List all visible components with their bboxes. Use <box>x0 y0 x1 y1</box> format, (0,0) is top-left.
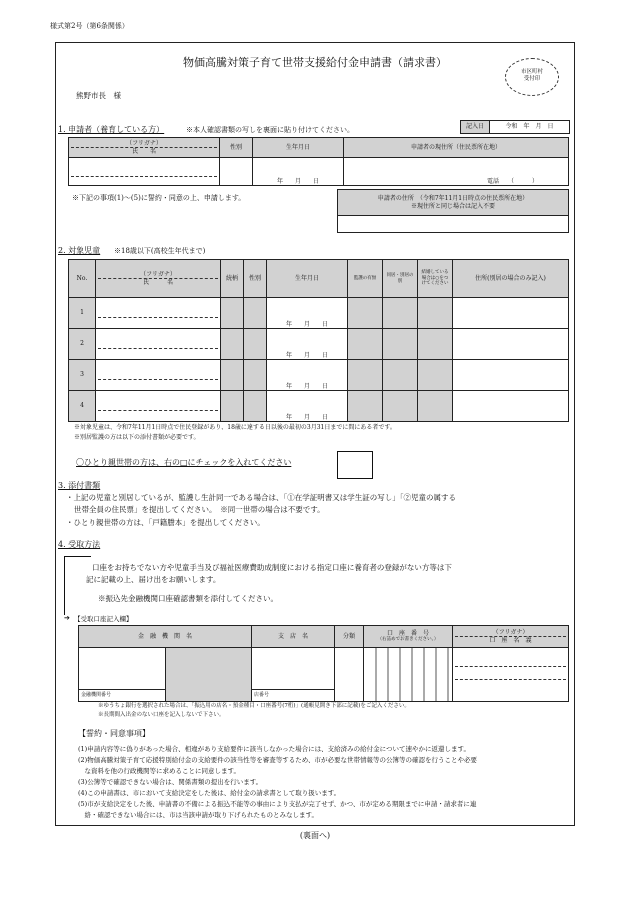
stamp-line2: 受付印 <box>523 75 541 82</box>
child-name-field[interactable] <box>96 329 221 360</box>
custody-field[interactable] <box>348 298 383 329</box>
pledge-item: (3)公簿等で確認できない場合は、関係書類の提出を行います。 <box>78 778 263 786</box>
sex-field[interactable] <box>244 329 267 360</box>
dob-field[interactable]: 年 月 日 <box>253 158 344 186</box>
attachment-item2: ・ひとり親世帯の方は、「戸籍謄本」を提出してください。 <box>66 518 265 527</box>
branch-name-field[interactable] <box>252 648 335 690</box>
row-number: 2 <box>69 329 96 360</box>
section2-note: ※18歳以下(高校生年代まで) <box>114 247 206 255</box>
form-number: 様式第2号（第6条関係） <box>50 22 129 30</box>
single-parent-checkbox[interactable] <box>337 451 373 479</box>
living-field[interactable] <box>383 329 418 360</box>
page-footer: (裏面へ) <box>299 831 331 840</box>
date-field[interactable]: 令和 年 月 日 <box>490 121 570 134</box>
sex-field[interactable] <box>244 298 267 329</box>
bank-note1: ※ゆうちょ銀行を選択された場合は、「振込用の店名・預金種目・口座番号(7桁)」(通帳見開き下部に記載)をご記入ください。 <box>98 703 410 709</box>
col-branch: 支 店 名 <box>252 626 335 648</box>
check-field[interactable] <box>418 391 453 422</box>
pledge-item: 絡・確認できない場合には、市は当該申請が取り下げられたものとみなします。 <box>78 811 318 819</box>
col-address: 住所(別居の場合のみ記入) <box>453 260 569 298</box>
col-bank: 金 融 機 関 名 <box>79 626 252 648</box>
address-header: 申請者の現住所（住民票所在地） <box>344 138 569 158</box>
relation-field[interactable] <box>221 391 244 422</box>
living-field[interactable] <box>383 298 418 329</box>
entry-date-table <box>460 120 570 134</box>
col-account: 口 座 番 号 （右詰めでお書きください。） <box>364 626 453 648</box>
pledge-item: (1)申請内容等に偽りがあった場合、相違があり支給要件に該当しなかった場合には、支給済みの給付金について速やかに返還します。 <box>78 745 470 753</box>
col-name: （フリガナ） 氏 名 <box>96 260 221 298</box>
sex-field[interactable] <box>244 360 267 391</box>
child-address-field[interactable] <box>453 360 569 391</box>
living-field[interactable] <box>383 360 418 391</box>
child-address-field[interactable] <box>453 391 569 422</box>
address-field[interactable]: 電話 （ ） <box>344 158 569 186</box>
account-holder-field[interactable] <box>453 648 569 702</box>
pledges-heading: 【誓約・同意事項】 <box>78 729 150 738</box>
sex-field[interactable] <box>220 158 253 186</box>
section1-heading: 1. 申請者（養育している方） <box>58 125 165 134</box>
pledges-list <box>78 744 568 821</box>
children-note1: ※対象児童は、令和7年11月1日時点で住民登録があり、18歳に達する日以後の最初の3月31日までに間にある者です。 <box>74 424 396 431</box>
child-name-field[interactable] <box>96 298 221 329</box>
relation-field[interactable] <box>221 329 244 360</box>
page-title: 物価高騰対策子育て世帯支援給付金申請書（請求書） <box>183 56 447 69</box>
account-number-field[interactable] <box>364 648 453 702</box>
bank-table <box>78 625 569 702</box>
children-table <box>68 259 569 422</box>
row-number: 3 <box>69 360 96 391</box>
col-no: No. <box>69 260 96 298</box>
name-header: （フリガナ） 氏 名 <box>69 138 220 158</box>
col-check: 結婚している場合は○をつけてください <box>418 260 453 298</box>
child-name-field[interactable] <box>96 360 221 391</box>
child-row <box>69 391 569 422</box>
row-number: 4 <box>69 391 96 422</box>
address2-header: 申請者の住所 （令和7年11月1日時点の住民票所在地） ※現住所と同じ場合は記入不要 <box>338 190 569 216</box>
bank-code-label: 金融機関番号 <box>79 690 166 702</box>
child-row <box>69 360 569 391</box>
child-address-field[interactable] <box>453 329 569 360</box>
section1-note: ※本人確認書類の写しを裏面に貼り付けてください。 <box>186 126 354 134</box>
bank-name-field[interactable] <box>79 648 166 690</box>
section2-heading: 2. 対象児童 <box>58 246 101 255</box>
pledge-item: (5)市が支給決定をした後、申請書の不備による振込不能等の事由により支払が完了せず、かつ、市が定める期限までに申請・請求者に連 <box>78 800 477 808</box>
pledge-item: な資料を他の行政機関等に求めることに同意します。 <box>78 767 240 775</box>
pledge-note: ※下記の事項(1)～(5)に誓約・同意の上、申請します。 <box>72 194 246 202</box>
pledge-item: (2)物価高騰対策子育て応援特別給付金の支給要件の該当性等を審査等するため、市が必要な世帯情報等の公簿等の確認を行うことや必要 <box>78 756 477 764</box>
col-holder: （フリガナ） 口 座 名 義 <box>453 626 569 648</box>
applicant-table <box>68 137 569 186</box>
name-field[interactable] <box>69 158 220 186</box>
check-field[interactable] <box>418 360 453 391</box>
single-parent-label: 〇ひとり親世帯の方は、右の□にチェックを入れてください <box>76 458 292 467</box>
arrow-icon: ➔ <box>64 614 70 622</box>
receive-text2: ※振込先金融機関口座確認書類を添付してください。 <box>98 594 278 603</box>
child-dob-field[interactable]: 年 月 日 <box>267 298 348 329</box>
child-dob-field[interactable]: 年 月 日 <box>267 360 348 391</box>
dob-header: 生年月日 <box>253 138 344 158</box>
attachment-item1a: ・上記の児童と別居しているが、監護し生計同一である場合は、「①在学証明書又は学生証の写し」「②児童の属する <box>66 493 456 502</box>
bank-heading: 【受取口座記入欄】 <box>74 615 133 623</box>
col-type: 分類 <box>335 626 364 648</box>
sex-header: 性別 <box>220 138 253 158</box>
stamp-line1: 市区町村 <box>520 69 543 75</box>
address2-field[interactable] <box>338 216 569 233</box>
row-number: 1 <box>69 298 96 329</box>
receive-text1a: 口座をお持ちでない方や児童手当及び福祉医療費助成制度における指定口座に養育者の登録がない方等は下 <box>92 563 452 572</box>
col-custody: 監護の有無 <box>348 260 383 298</box>
custody-field[interactable] <box>348 329 383 360</box>
address2-table <box>337 189 569 233</box>
bank-type-field[interactable] <box>165 648 252 702</box>
receive-text1b: 記に記載の上、届け出をお願いします。 <box>86 575 221 584</box>
child-row <box>69 298 569 329</box>
reception-stamp <box>505 58 559 96</box>
sex-field[interactable] <box>244 391 267 422</box>
account-type-field[interactable] <box>335 648 364 702</box>
custody-field[interactable] <box>348 360 383 391</box>
pledge-item: (4)この申請書は、市において支給決定をした後は、給付金の請求書として取り扱います。 <box>78 789 341 797</box>
check-field[interactable] <box>418 298 453 329</box>
section3-heading: 3. 添付書類 <box>58 481 101 490</box>
bank-note2: ※長期間入出金のない口座を記入しないで下さい。 <box>98 712 225 718</box>
relation-field[interactable] <box>221 360 244 391</box>
branch-code-label: 店番号 <box>252 690 335 702</box>
date-label: 記入日 <box>461 121 490 134</box>
relation-field[interactable] <box>221 298 244 329</box>
attachment-item1b: 世帯全員の住民票」を提出してください。 ※同一世帯の場合は不要です。 <box>74 505 325 514</box>
col-living: 同居・別居の別 <box>383 260 418 298</box>
child-row <box>69 329 569 360</box>
custody-field[interactable] <box>348 391 383 422</box>
col-dob: 生年月日 <box>267 260 348 298</box>
living-field[interactable] <box>383 391 418 422</box>
section4-heading: 4. 受取方法 <box>58 540 101 549</box>
children-note2: ※別居監護の方は以下の添付書類が必要です。 <box>74 434 200 441</box>
col-relation: 続柄 <box>221 260 244 298</box>
child-dob-field[interactable]: 年 月 日 <box>267 391 348 422</box>
child-address-field[interactable] <box>453 298 569 329</box>
col-sex: 性別 <box>244 260 267 298</box>
child-dob-field[interactable]: 年 月 日 <box>267 329 348 360</box>
child-name-field[interactable] <box>96 391 221 422</box>
check-field[interactable] <box>418 329 453 360</box>
receive-bracket <box>64 556 91 615</box>
addressee: 熊野市長 様 <box>76 91 121 100</box>
